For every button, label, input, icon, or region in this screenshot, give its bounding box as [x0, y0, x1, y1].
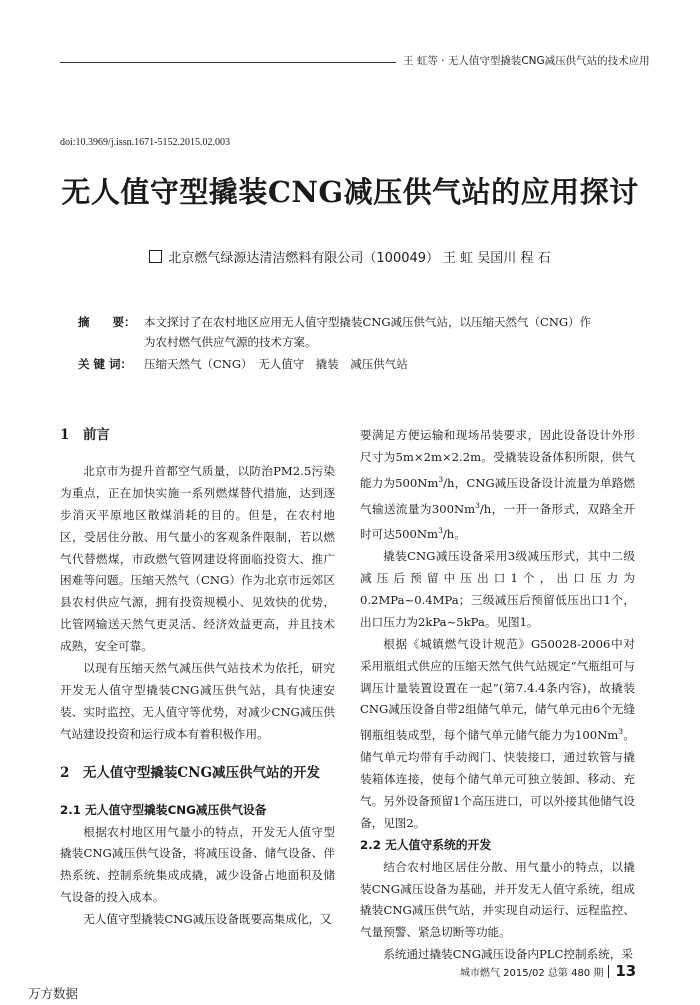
footer-separator [608, 965, 609, 978]
header-rule [60, 62, 396, 63]
authors-line [0, 247, 700, 266]
section-2-heading: 2 无人值守型撬装CNG减压供气站的开发 [60, 764, 321, 781]
page-number: 13 [615, 962, 637, 980]
section-2-1-paragraph-1: 根据农村地区用气量小的特点，开发无人值守型撬装CNG减压供气设备，将减压设备、储气设备、伴热系统、控制系统集成成撬，减少设备占地面积及储气设备的投入成本。 [60, 824, 335, 905]
keywords-label: 关 键 词： [78, 357, 133, 371]
superscript: 3 [438, 474, 444, 484]
abstract-row [78, 312, 638, 352]
section-1-paragraph-2: 以现有压缩天然气减压供气站技术为依托，研究开发无人值守型撬装CNG减压供气站，具有快速安装、实时监控、无人值守等优势，对减少CNG减压供气站建设投资和运行成本有着积极作用。 [60, 661, 335, 741]
right-paragraph-2: 撬装CNG减压设备采用3级减压形式，其中二级减压后预留中压出口1个，出口压力为0.2MPa~0.4MPa；三级减压后预留低压出口1个，出口压力为2kPa~5kPa。见图1。 [360, 549, 635, 629]
text-run: /h，一开一备形式，双路全开时可达500Nm [360, 501, 635, 542]
section-2-1-heading: 2.1 无人值守型撬装CNG减压供气设备 [60, 802, 267, 817]
right-paragraph-3 [360, 634, 635, 835]
running-head: 王 虹等 · 无人值守型撬装CNG减压供气站的技术应用 [403, 55, 650, 67]
section-2-1-paragraph-2: 无人值守型撬装CNG减压设备既要高集成化，又 [83, 912, 332, 927]
text-run: /h，CNG减压设备设计流量为单路燃气输送流量为300Nm [360, 475, 635, 516]
superscript: 3 [618, 727, 624, 737]
text-run: /h。 [442, 527, 466, 542]
doi[interactable]: doi:10.3969/j.issn.1671-5152.2015.02.003 [60, 137, 231, 148]
section-2-2-paragraph-1: 结合农村地区居住分散、用气量小的特点，以撬装CNG减压设备为基础，并开发无人值守系统，组成撬装CNG减压供气站，并实现自动运行、远程监控、气量预警、紧急切断等功能。 [360, 859, 635, 940]
section-1-paragraph-1: 北京市为提升首都空气质量，以防治PM2.5污染为重点，正在加快实施一系列燃煤替代措施，达到逐步消灭平原地区散煤消耗的目的。但是，在农村地区，受居住分散、用气量小的客观条件限制，若以燃气代替燃煤，市政燃气管网建设将面临投资大、推广困难等问题。压缩天然气（CNG）作为北京市远郊区县农村供应气源，拥有投资规模小、见效快的优势，比管网输送天然气更灵活、经济效益更高，并且技术成熟，安全可靠。 [60, 463, 335, 654]
keywords-row [78, 354, 638, 374]
square-bullet-icon [149, 250, 162, 263]
right-paragraph-1 [360, 425, 635, 546]
text-run: 。储气单元均带有手动阀门、快装接口，通过软管与撬装箱体连接，使每个储气单元可独立装卸、移动、充气。另外设备预留1个高压进口，可以外接其他储气设备，见图2。 [360, 728, 635, 830]
journal-info: 城市燃气 2015/02 总第 480 期 [460, 968, 604, 979]
right-column [360, 425, 635, 966]
page-footer [460, 962, 640, 980]
section-1-heading: 1 前言 [60, 427, 110, 443]
abstract-label: 摘 要： [78, 315, 136, 329]
section-2-2-paragraph-2: 系统通过撬装CNG减压设备内PLC控制系统，采 [383, 947, 633, 962]
affiliation: 北京燃气绿源达清洁燃料有限公司（100049） [168, 251, 440, 266]
text-run: 要满足方便运输和现场吊装要求，因此设备设计外形尺寸为5m×2m×2.2m。受撬装设备体积所限，供气能力为500Nm [360, 428, 635, 490]
watermark-wanfang: 万方数据 [28, 986, 79, 1001]
author-names: 王 虹 吴国川 程 石 [443, 251, 551, 266]
left-column [60, 425, 335, 931]
abstract-block [78, 312, 638, 374]
article-title: 无人值守型撬装CNG减压供气站的应用探讨 [61, 175, 639, 209]
abstract-line-2: 为农村燃气供应气源的技术方案。 [144, 335, 317, 349]
text-run: 根据《城镇燃气设计规范》G50028-2006中对采用瓶组式供应的压缩天然气供气站规定“气瓶组可与调压计量装置设置在一起”(第7.4.4条内容)，故撬装CNG减压设备自带2组储气单元，储气单元由6个无缝钢瓶组装成型，每个储气单元储气能力为100Nm [360, 636, 635, 743]
section-2-2-heading: 2.2 无人值守系统的开发 [360, 837, 492, 852]
abstract-text [144, 312, 638, 352]
keywords-text: 压缩天然气（CNG） 无人值守 撬装 减压供气站 [144, 357, 408, 371]
footer-bar [0, 983, 700, 1005]
superscript: 3 [475, 500, 480, 510]
abstract-line-1: 本文探讨了在农村地区应用无人值守型撬装CNG减压供气站，以压缩天然气（CNG）作 [144, 315, 592, 329]
superscript: 3 [438, 526, 443, 536]
